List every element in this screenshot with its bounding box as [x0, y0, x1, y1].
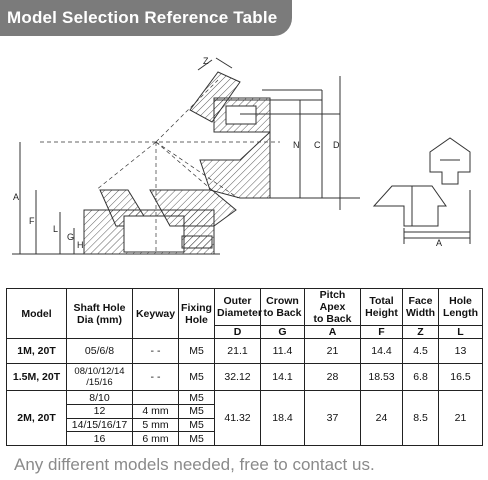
header-total-height: Total Height — [361, 289, 403, 326]
face-width-cell: 4.5 — [403, 339, 439, 364]
pitch-apex-cell: 28 — [305, 364, 361, 391]
hole-length-cell: 13 — [439, 339, 483, 364]
header-shaft-hole: Shaft Hole Dia (mm) — [67, 289, 133, 339]
dim-letter-f: F — [361, 326, 403, 339]
side-label-a: A — [436, 238, 443, 248]
header-fixing-hole: Fixing Hole — [179, 289, 215, 339]
label-c: C — [314, 140, 321, 150]
keyway-cell: 5 mm — [133, 418, 179, 432]
dim-letter-g: G — [261, 326, 305, 339]
fixing-hole-cell: M5 — [179, 339, 215, 364]
label-d: D — [333, 140, 340, 150]
header-crown-to-back: Crown to Back — [261, 289, 305, 326]
table-row — [7, 364, 483, 391]
label-l: L — [53, 224, 59, 234]
page-title: Model Selection Reference Table — [0, 0, 292, 36]
keyway-cell: 4 mm — [133, 405, 179, 419]
total-height-cell: 18.53 — [361, 364, 403, 391]
label-a: A — [13, 192, 20, 202]
header-model: Model — [7, 289, 67, 339]
label-n: N — [293, 140, 300, 150]
label-z: Z — [203, 56, 209, 66]
fixing-hole-cell: M5 — [179, 418, 215, 432]
dim-letter-d: D — [215, 326, 261, 339]
table-row — [7, 391, 483, 405]
dim-letter-z: Z — [403, 326, 439, 339]
model-cell: 1.5M, 20T — [7, 364, 67, 391]
keyway-cell: - - — [133, 339, 179, 364]
outer-diameter-cell: 21.1 — [215, 339, 261, 364]
fixing-hole-cell: M5 — [179, 391, 215, 405]
label-g: G — [67, 232, 75, 242]
shaft-hole-cell: 16 — [67, 432, 133, 446]
header-pitch-apex: Pitch Apex to Back — [305, 289, 361, 326]
label-h: H — [77, 240, 84, 250]
fixing-hole-cell: M5 — [179, 405, 215, 419]
crown-to-back-cell: 14.1 — [261, 364, 305, 391]
header-outer-diameter: Outer Diameter — [215, 289, 261, 326]
outer-diameter-cell: 32.12 — [215, 364, 261, 391]
pitch-apex-cell: 21 — [305, 339, 361, 364]
side-view-gear — [374, 138, 470, 244]
hole-length-cell: 16.5 — [439, 364, 483, 391]
crown-to-back-cell: 11.4 — [261, 339, 305, 364]
gear-technical-drawing — [0, 40, 488, 280]
keyway-cell: - - — [133, 364, 179, 391]
label-f: F — [29, 216, 35, 226]
hole-length-cell: 21 — [439, 391, 483, 446]
keyway-cell — [133, 391, 179, 405]
total-height-cell: 14.4 — [361, 339, 403, 364]
total-height-cell: 24 — [361, 391, 403, 446]
header-keyway: Keyway — [133, 289, 179, 339]
model-cell: 1M, 20T — [7, 339, 67, 364]
model-cell: 2M, 20T — [7, 391, 67, 446]
outer-diameter-cell: 41.32 — [215, 391, 261, 446]
face-width-cell: 6.8 — [403, 364, 439, 391]
header-hole-length: Hole Length — [439, 289, 483, 326]
shaft-hole-cell: 8/10 — [67, 391, 133, 405]
keyway-cell: 6 mm — [133, 432, 179, 446]
contact-footer: Any different models needed, free to contact us. — [14, 455, 375, 474]
header-row — [7, 289, 483, 326]
fixing-hole-cell: M5 — [179, 432, 215, 446]
shaft-hole-cell: 14/15/16/17 — [67, 418, 133, 432]
shaft-hole-cell: 12 — [67, 405, 133, 419]
model-selection-table — [6, 288, 483, 446]
dim-letter-l: L — [439, 326, 483, 339]
face-width-cell: 8.5 — [403, 391, 439, 446]
fixing-hole-cell: M5 — [179, 364, 215, 391]
crown-to-back-cell: 18.4 — [261, 391, 305, 446]
pitch-apex-cell: 37 — [305, 391, 361, 446]
dim-letter-a: A — [305, 326, 361, 339]
header-face-width: Face Width — [403, 289, 439, 326]
shaft-hole-cell: 08/10/12/14 /15/16 — [67, 364, 133, 391]
table-row — [7, 339, 483, 364]
shaft-hole-cell: 05/6/8 — [67, 339, 133, 364]
